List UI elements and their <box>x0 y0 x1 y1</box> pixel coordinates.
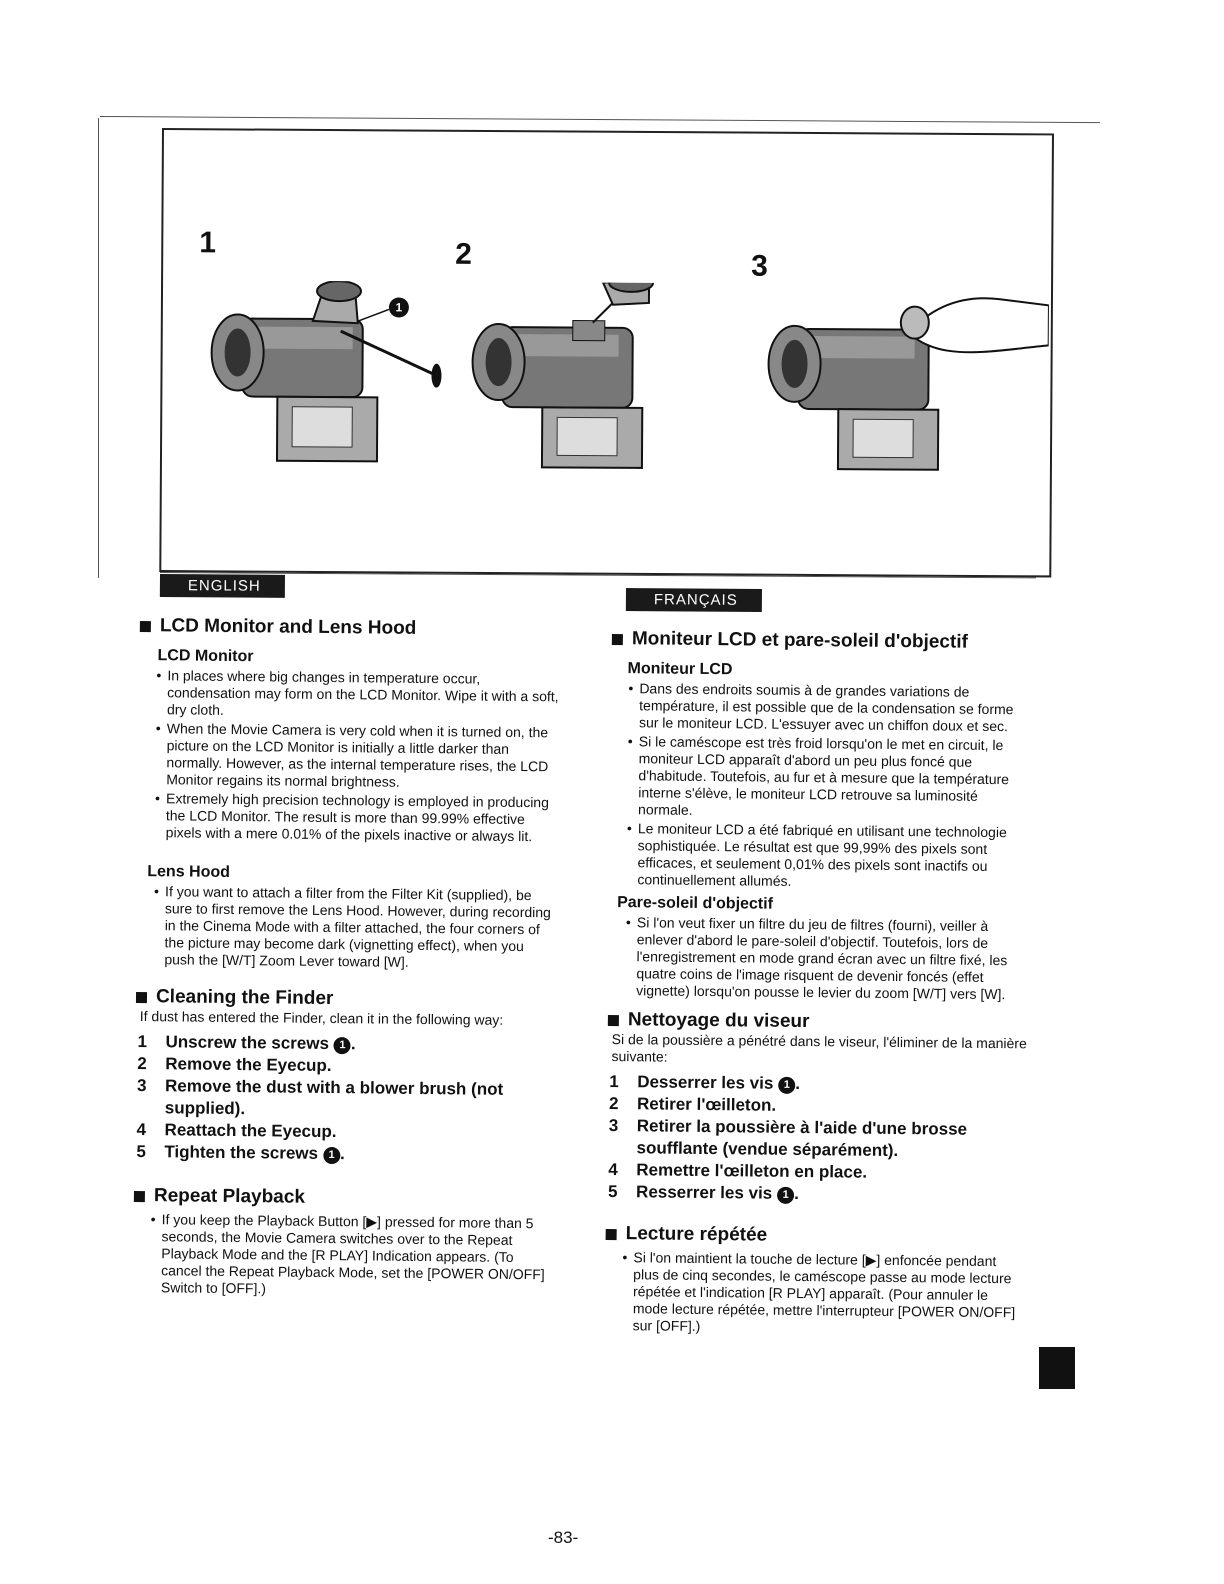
section-square-icon <box>140 620 151 631</box>
list-item: • In places where big changes in temperature occur, condensation may form on the LCD Monitor. Wipe it with a soft, dry cloth. <box>139 667 560 722</box>
illustration-figure <box>159 128 1054 577</box>
list-item: • Si le caméscope est très froid lorsqu'on le met en circuit, le moniteur LCD apparaît d'abord un peu plus foncé que d'habitude. Toutefois, au fur et à mesure que la température interne s'élève, le moniteur LCD retrouve sa luminosité normale. <box>610 733 1031 822</box>
list-item: • When the Movie Camera is very cold when it is turned on, the picture on the LCD Monitor is initially a little darker than normally. However, as the internal temperature rises, the LCD Monitor regains its normal brightness. <box>138 720 559 792</box>
list-item: • Si l'on veut fixer un filtre du jeu de filtres (fourni), veiller à enlever d'abord le pare-soleil d'objectif. Toutefois, lors de l'enregistrement en mode grand écran avec un filtre fixé, les quatre coins de l'image risquent de devenir foncés (effet vignette) lorsqu'on pousse le levier du zoom [W/T] vers [W]. <box>608 914 1029 1003</box>
step-item: 5 Tighten the screws 1 . <box>136 1141 345 1164</box>
step-item: 3 Retirer la poussière à l'aide d'une brosse soufflante (vendue séparément). <box>608 1115 968 1161</box>
fr-cleaning-finder-intro: Si de la poussière a pénétré dans le viseur, l'éliminer de la manière suivante: <box>611 1031 1027 1065</box>
list-item: • Le moniteur LCD a été fabriqué en utilisant une technologie sophistiquée. Le résultat est que 99,99% des pixels sont efficaces, et seulement 0,01% des pixels sont inactifs ou continuellement allumés. <box>609 820 1030 892</box>
page-number: -83- <box>548 1528 579 1547</box>
list-item: • Extremely high precision technology is employed in producing the LCD Monitor. The result is more than 99.99% effective pixels with a mere 0.01% of the pixels inactive or always lit. <box>138 790 559 845</box>
lcd-monitor-bullets <box>138 667 560 845</box>
english-language-badge: ENGLISH <box>160 574 285 598</box>
step-item: 3 Remove the dust with a blower brush (not supplied). <box>136 1075 504 1119</box>
camera-unscrew-illustration <box>192 280 453 482</box>
repeat-playback-heading: Repeat Playback <box>134 1185 554 1211</box>
page-thumb-index-tab <box>1039 1347 1075 1389</box>
camera-cleaning-illustration <box>758 284 1049 486</box>
figure-step-2-number: 2 <box>455 237 473 271</box>
step-item: 1 Desserrer les vis 1 . <box>609 1071 801 1093</box>
english-column <box>133 615 560 1302</box>
section-square-icon <box>134 1190 145 1201</box>
figure-step-1-number: 1 <box>199 226 217 260</box>
fr-lcd-section-heading: Moniteur LCD et pare-soleil d'objectif <box>612 628 1032 654</box>
cleaning-finder-steps <box>134 1031 555 1167</box>
lens-hood-subheading: Lens Hood <box>147 863 231 881</box>
fr-lens-hood-bullets <box>608 914 1029 1003</box>
cleaning-finder-heading: Cleaning the Finder <box>136 986 556 1012</box>
screw-marker-icon: 1 <box>334 1037 351 1054</box>
scan-top-line <box>100 116 1100 123</box>
fr-lcd-monitor-subheading: Moniteur LCD <box>627 660 733 679</box>
section-square-icon <box>608 1014 619 1025</box>
list-item: • Si l'on maintient la touche de lecture [▶] enfoncée pendant plus de cinq secondes, le caméscope passe au mode lecture répétée et l'indication [R PLAY] apparaît. (Pour annuler le mode lecture répétée, mettre l'interrupteur [POWER ON/OFF] sur [OFF].) <box>605 1249 1026 1338</box>
section-square-icon <box>606 1228 617 1239</box>
step-item: 2 Remove the Eyecup. <box>137 1053 332 1076</box>
section-square-icon <box>136 991 147 1002</box>
figure-step-3-number: 3 <box>751 249 768 283</box>
step-item: 2 Retirer l'œilleton. <box>608 1093 777 1115</box>
step-item: 5 Resserrer les vis 1 . <box>607 1181 800 1203</box>
fr-lens-hood-subheading: Pare-soleil d'objectif <box>617 894 774 913</box>
fr-lcd-monitor-bullets <box>609 680 1031 892</box>
lcd-monitor-subheading: LCD Monitor <box>157 647 254 666</box>
screw-marker-icon: 1 <box>777 1187 794 1204</box>
list-item: • If you want to attach a filter from the Filter Kit (supplied), be sure to first remove the Lens Hood. However, during recording in the Cinema Mode with a filter attached, the four corners of the picture may become dark (vignetting effect), when you push the [W/T] Zoom Lever toward [W]. <box>136 883 557 972</box>
french-language-badge: FRANÇAIS <box>626 588 762 612</box>
callout-marker-text: 1 <box>395 300 403 315</box>
fr-cleaning-finder-heading: Nettoyage du viseur <box>608 1009 1028 1035</box>
repeat-playback-bullets <box>133 1211 554 1300</box>
section-square-icon <box>612 633 623 644</box>
fr-cleaning-finder-steps <box>606 1071 1027 1207</box>
screw-marker-icon: 1 <box>323 1147 340 1164</box>
step-item: 4 Reattach the Eyecup. <box>136 1119 337 1142</box>
camera-eyecup-removed-illustration <box>462 282 683 483</box>
screw-marker-icon: 1 <box>778 1077 795 1094</box>
french-column <box>605 628 1032 1340</box>
list-item: • Dans des endroits soumis à de grandes variations de température, il est possible que de la condensation se forme sur le moniteur LCD. L'essuyer avec un chiffon doux et sec. <box>611 680 1032 735</box>
scan-left-line <box>98 118 99 578</box>
step-item: 4 Remettre l'œilleton en place. <box>608 1159 868 1182</box>
fr-repeat-playback-heading: Lecture répétée <box>606 1223 1026 1249</box>
step-item: 1 Unscrew the screws 1 . <box>137 1031 356 1054</box>
lcd-section-heading: LCD Monitor and Lens Hood <box>140 615 560 641</box>
list-item: • If you keep the Playback Button [▶] pressed for more than 5 seconds, the Movie Camera switches over to the Repeat Playback Mode and the [R PLAY] Indication appears. (To cancel the Repeat Playback Mode, set the [POWER ON/OFF] Switch to [OFF].) <box>133 1211 554 1300</box>
fr-repeat-playback-bullets <box>605 1249 1026 1338</box>
lens-hood-bullets <box>136 883 557 972</box>
cleaning-finder-intro: If dust has entered the Finder, clean it in the following way: <box>139 1008 504 1028</box>
